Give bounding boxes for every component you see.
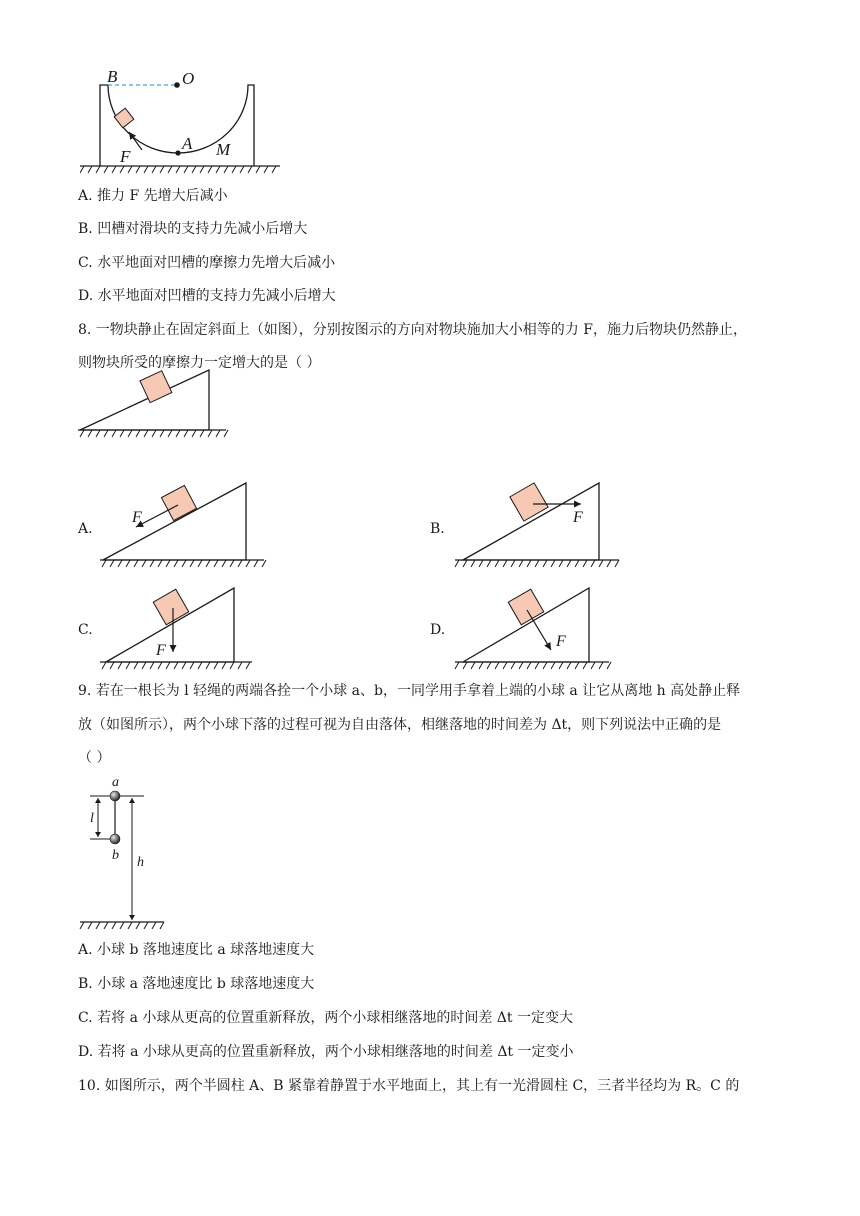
force-label: F	[132, 509, 142, 526]
groove-figure	[80, 60, 290, 180]
label-F: F	[120, 147, 131, 166]
label-M: M	[216, 140, 231, 159]
label-B: B	[107, 67, 118, 86]
q9-option-d: D. 若将 a 小球从更高的位置重新释放，两个小球相继落地的时间差 Δt 一定变小	[78, 1044, 574, 1060]
q8-option-c-figure[interactable]	[100, 586, 255, 670]
q9-option-b: B. 小球 a 落地速度比 b 球落地速度大	[78, 976, 315, 992]
q7-option-a: A. 推力 F 先增大后减小	[78, 188, 228, 204]
q8-option-d-figure[interactable]	[453, 586, 613, 670]
q8-stem-line2: 则物块所受的摩擦力一定增大的是（ ）	[78, 355, 321, 371]
incline-base-figure	[78, 368, 238, 440]
q7-option-b: B. 凹槽对滑块的支持力先减小后增大	[78, 221, 308, 237]
q8-option-d-label: D.	[430, 622, 446, 638]
q9-option-c: C. 若将 a 小球从更高的位置重新释放，两个小球相继落地的时间差 Δt 一定变大	[78, 1010, 573, 1026]
label-l: l	[90, 811, 94, 826]
label-a: a	[112, 775, 119, 790]
label-A: A	[182, 134, 193, 153]
force-label: F	[573, 509, 583, 526]
q8-option-c-label: C.	[78, 622, 93, 638]
falling-balls-figure	[78, 772, 178, 932]
q9-stem-line1: 9. 若在一根长为 l 轻绳的两端各拴一个小球 a、b，一同学用手拿着上端的小球 a 让它从离地 h 高处静止释	[78, 683, 741, 699]
q9-stem-line3: （ ）	[78, 750, 111, 766]
q10-stem-line1: 10. 如图所示，两个半圆柱 A、B 紧靠着静置于水平地面上，其上有一光滑圆柱 C，三者半径均为 R。C 的	[78, 1078, 740, 1094]
q9-option-a: A. 小球 b 落地速度比 a 球落地速度大	[78, 942, 315, 958]
force-label: F	[556, 633, 566, 650]
q8-stem-line1: 8. 一物块静止在固定斜面上（如图），分别按图示的方向对物块施加大小相等的力 F，施力后物块仍然静止，	[78, 322, 747, 338]
label-O: O	[182, 69, 195, 88]
q8-option-b-label: B.	[430, 521, 445, 537]
q9-stem-line2: 放（如图所示），两个小球下落的过程可视为自由落体，相继落地的时间差为 Δt，则下列说法中正确的是	[78, 717, 722, 733]
label-h: h	[137, 855, 144, 870]
q8-option-a-label: A.	[78, 521, 93, 537]
label-b: b	[112, 848, 119, 863]
q7-option-d: D. 水平地面对凹槽的支持力先减小后增大	[78, 288, 336, 304]
q8-option-b-figure[interactable]	[453, 480, 623, 572]
q7-option-c: C. 水平地面对凹槽的摩擦力先增大后减小	[78, 255, 336, 271]
force-label: F	[156, 642, 166, 659]
q8-option-a-figure[interactable]	[100, 480, 270, 572]
